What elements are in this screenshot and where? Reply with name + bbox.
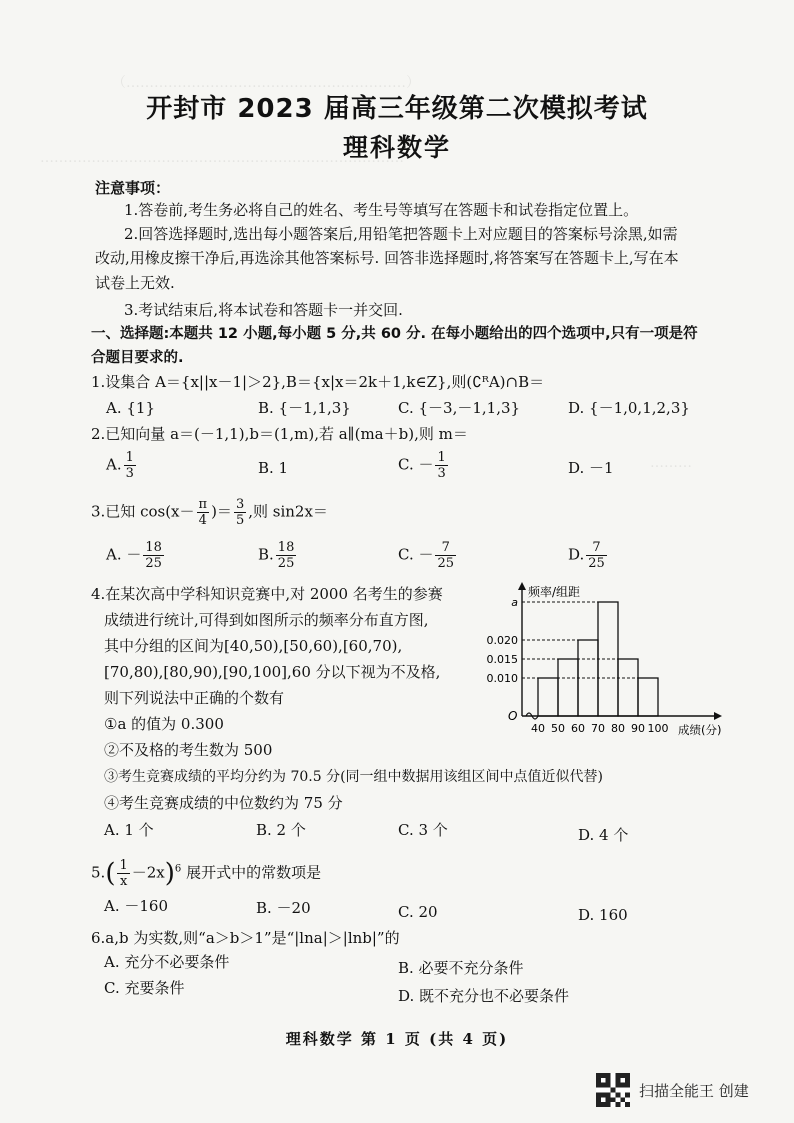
q1-option-b: B. {－1,1,3} (258, 399, 351, 417)
y-tick-label: a (511, 596, 518, 609)
q3-option-a: A. － $\frac{18}{25}$ (106, 540, 162, 571)
x-tick-label: 90 (631, 722, 645, 735)
q2-option-c: C. － $\frac{1}{3}$ (398, 450, 446, 481)
q5-option-d: D. 160 (578, 906, 628, 924)
histogram-bar (638, 678, 658, 716)
q1-option-d: D. {－1,0,1,2,3} (568, 399, 690, 417)
x-tick-label: 50 (551, 722, 565, 735)
notice-item: 1.答卷前,考生务必将自己的姓名、考生号等填写在答题卡和试卷指定位置上。 (124, 201, 639, 219)
q4-statement: ②不及格的考生数为 500 (104, 741, 273, 759)
notice-item: 3.考试结束后,将本试卷和答题卡一并交回. (124, 301, 403, 319)
histogram-bar (558, 659, 578, 716)
histogram-bar (538, 678, 558, 716)
x-tick-label: 60 (571, 722, 585, 735)
y-tick-label: 0.015 (486, 653, 518, 666)
q5-option-a: A. －160 (104, 897, 168, 915)
q4-statement: ③考生竞赛成绩的平均分约为 70.5 分(同一组中数据用该组区间中点值近似代替) (104, 769, 603, 785)
frequency-histogram (478, 580, 740, 740)
x-tick-label: 100 (647, 722, 669, 735)
exam-title: 开封市 2023 届高三年级第二次模拟考试 (146, 94, 648, 124)
x-axis-label: 成绩(分) (678, 723, 722, 737)
q2-option-a: A. $\frac{1}{3}$ (106, 450, 134, 481)
q4-stem-line: 则下列说法中正确的个数有 (104, 689, 285, 707)
histogram-bar (618, 659, 638, 716)
y-axis-label: 频率/组距 (528, 585, 581, 599)
x-axis-arrow (714, 712, 722, 720)
q6-option-a: A. 充分不必要条件 (104, 953, 230, 971)
q4-statement: ④考生竞赛成绩的中位数约为 75 分 (104, 794, 343, 812)
q6-option-b: B. 必要不充分条件 (398, 959, 524, 977)
q4-stem-line: 成绩进行统计,可得到如图所示的频率分布直方图, (104, 611, 429, 629)
q3-option-c: C. － $\frac{7}{25}$ (398, 540, 455, 571)
x-tick-label: 70 (591, 722, 605, 735)
x-tick-label: 80 (611, 722, 625, 735)
y-tick-label: 0.010 (486, 672, 518, 685)
q4-option-b: B. 2 个 (256, 821, 306, 839)
q2-stem: 2.已知向量 a＝(－1,1),b＝(1,m),若 a∥(ma＋b),则 m＝ (91, 425, 468, 443)
q1-stem: 1.设集合 A＝{x||x－1|＞2},B＝{x|x＝2k＋1,k∈Z},则(∁ᴿA)∩B＝ (91, 373, 545, 391)
q4-option-d: D. 4 个 (578, 826, 629, 844)
notice-item: 改动,用橡皮擦干净后,再选涂其他答案标号. 回答非选择题时,将答案写在答题卡上,写在本 (95, 249, 679, 267)
q3-option-b: B. $\frac{18}{25}$ (258, 540, 295, 571)
notice-item: 试卷上无效. (95, 274, 175, 292)
y-axis-arrow (518, 582, 526, 590)
q2-option-d: D. －1 (568, 459, 614, 477)
section-heading-cont: 合题目要求的. (91, 350, 184, 366)
notice-item: 2.回答选择题时,选出每小题答案后,用铅笔把答题卡上对应题目的答案标号涂黑,如需 (124, 225, 678, 243)
q4-option-a: A. 1 个 (104, 821, 154, 839)
q3-option-d: D. $\frac{7}{25}$ (568, 540, 605, 571)
q4-stem-line: [70,80),[80,90),[90,100],60 分以下视为不及格, (104, 663, 441, 681)
section-heading: 一、选择题:本题共 12 小题,每小题 5 分,共 60 分. 在每小题给出的四个选项中,只有一项是符 (91, 326, 698, 342)
q6-option-c: C. 充要条件 (104, 979, 185, 997)
x-tick-label: 40 (531, 722, 545, 735)
origin-label: O (508, 709, 518, 723)
y-tick-label: 0.020 (486, 634, 518, 647)
q5-stem: 5.( $\frac{1}{x}$ －2x)$^6$ 展开式中的常数项是 (91, 858, 322, 889)
scanner-watermark: 扫描全能王 创建 (639, 1082, 749, 1100)
q4-stem-line: 其中分组的区间为[40,50),[50,60),[60,70), (104, 637, 403, 655)
q5-option-c: C. 20 (398, 903, 438, 921)
q6-stem: 6.a,b 为实数,则“a＞b＞1”是“|lna|＞|lnb|”的 (91, 929, 400, 947)
q2-option-b: B. 1 (258, 459, 289, 477)
q4-stem-line: 4.在某次高中学科知识竞赛中,对 2000 名考生的参赛 (91, 585, 443, 603)
q5-option-b: B. －20 (256, 899, 311, 917)
q4-statement: ①a 的值为 0.300 (104, 715, 224, 733)
qr-code-icon (596, 1073, 630, 1107)
q1-option-c: C. {－3,－1,1,3} (398, 399, 521, 417)
notice-heading: 注意事项： (95, 179, 171, 197)
exam-subtitle: 理科数学 (342, 133, 451, 162)
q6-option-d: D. 既不充分也不必要条件 (398, 987, 570, 1005)
q4-option-c: C. 3 个 (398, 821, 448, 839)
q3-stem: 3.已知 cos(x－ $\frac{\pi}{4}$ )＝ $\frac{3}{5}$ ,则 sin2x＝ (91, 497, 328, 528)
page-footer: 理科数学 第 1 页 (共 4 页) (285, 1030, 509, 1048)
q1-option-a: A. {1} (106, 399, 155, 417)
